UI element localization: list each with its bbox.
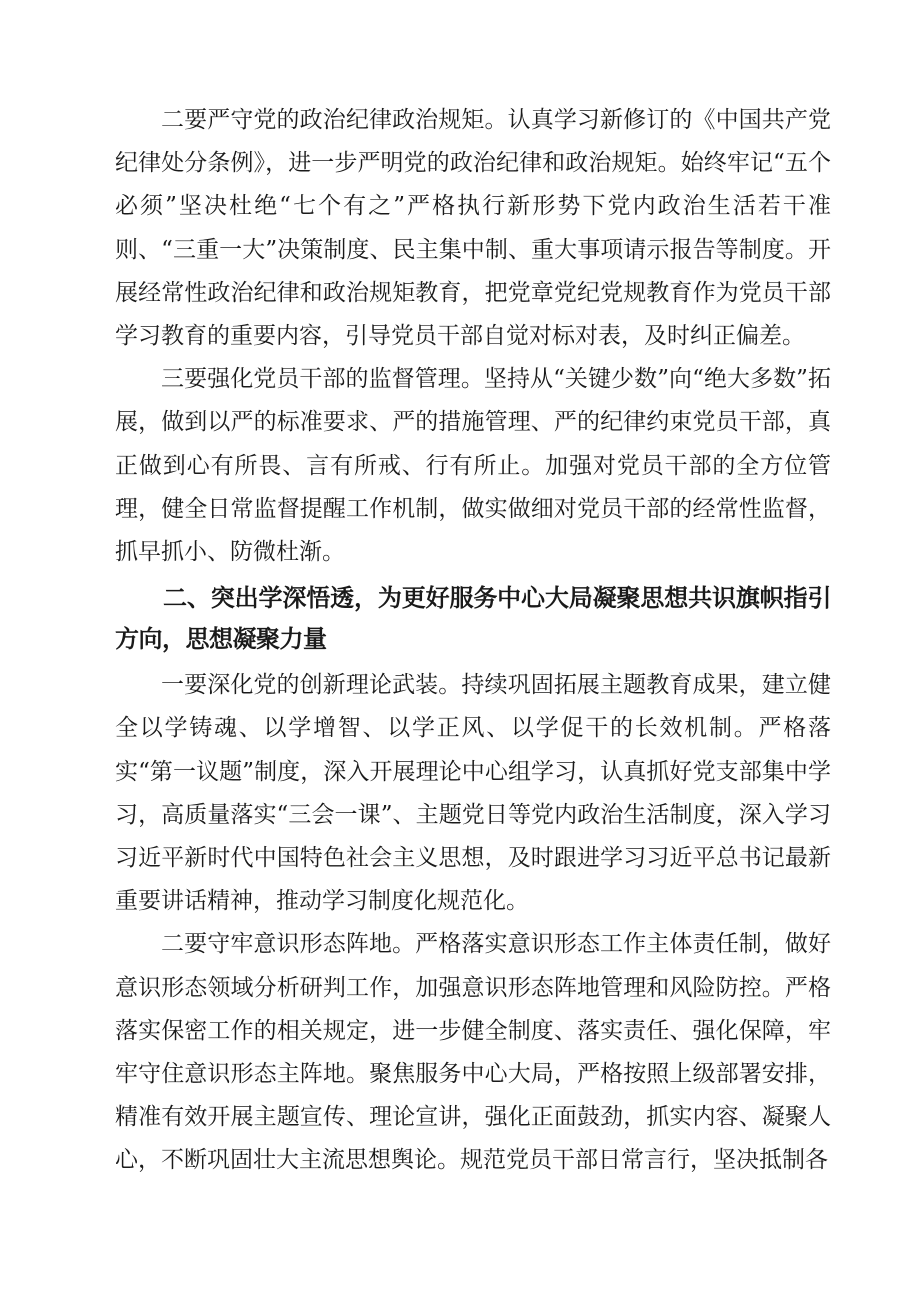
section-heading-2: 二、突出学深悟透，为更好服务中心大局凝聚思想共识旗帜指引方向，思想凝聚力量 — [115, 584, 831, 654]
paragraph-supervision-management: 三要强化党员干部的监督管理。坚持从“关键少数”向“绝大多数”拓展，做到以严的标准要求、严的措施管理、严的纪律约束党员干部，真正做到心有所畏、言有所戒、行有所止。加强对党员干部的全方位管理，健全日常监督提醒工作机制，做实做细对党员干部的经常性监督，抓早抓小、防微杜渐。 — [115, 366, 831, 566]
paragraph-political-discipline: 二要严守党的政治纪律政治规矩。认真学习新修订的《中国共产党纪律处分条例》，进一步严明党的政治纪律和政治规矩。始终牢记“五个必须”坚决杜绝“七个有之”严格执行新形势下党内政治生活若干准则、“三重一大”决策制度、民主集中制、重大事项请示报告等制度。开展经常性政治纪律和政治规矩教育，把党章党纪党规教育作为党员干部学习教育的重要内容，引导党员干部自觉对标对表，及时纠正偏差。 — [115, 107, 831, 350]
paragraph-theory-arming: 一要深化党的创新理论武装。持续巩固拓展主题教育成果，建立健全以学铸魂、以学增智、以学正风、以学促干的长效机制。严格落实“第一议题”制度，深入开展理论中心组学习，认真抓好党支部集中学习，高质量落实“三会一课”、主题党日等党内政治生活制度，深入学习习近平新时代中国特色社会主义思想，及时跟进学习习近平总书记最新重要讲话精神，推动学习制度化规范化。 — [115, 672, 831, 915]
document-body — [115, 99, 831, 1183]
paragraph-ideology-position: 二要守牢意识形态阵地。严格落实意识形态工作主体责任制，做好意识形态领域分析研判工作，加强意识形态阵地管理和风险防控。严格落实保密工作的相关规定，进一步健全制度、落实责任、强化保障，牢牢守住意识形态主阵地。聚焦服务中心大局，严格按照上级部署安排，精准有效开展主题宣传、理论宣讲，强化正面鼓劲，抓实内容、凝聚人心，不断巩固壮大主流思想舆论。规范党员干部日常言行，坚决抵制各 — [115, 931, 831, 1174]
